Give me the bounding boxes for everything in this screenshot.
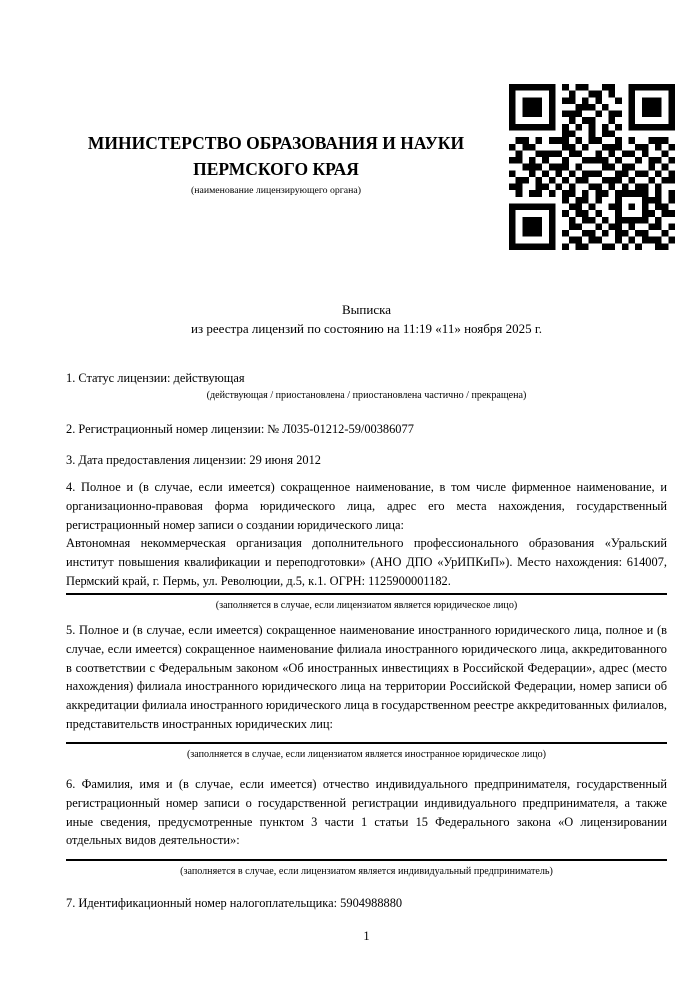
qr-code bbox=[509, 84, 675, 250]
legal-entity-rule bbox=[66, 593, 667, 595]
item-legal-entity bbox=[66, 478, 667, 612]
foreign-entity-rule bbox=[66, 742, 667, 744]
legal-entity-question: 4. Полное и (в случае, если имеется) сокращенное наименование, в том числе фирменное наименование, и организационно-правовая форма юридического лица, адрес его места нахождения, государственный регистрационный номер записи о создании юридического лица: bbox=[66, 480, 667, 532]
taxpayer-number-text: 7. Идентификационный номер налогоплательщика: 5904988880 bbox=[66, 896, 403, 910]
item-grant-date bbox=[66, 451, 667, 470]
authority-name-line1: МИНИСТЕРСТВО ОБРАЗОВАНИЯ И НАУКИ bbox=[87, 133, 465, 153]
grant-date-text: 3. Дата предоставления лицензии: 29 июня 2012 bbox=[66, 453, 322, 467]
item-taxpayer-number bbox=[66, 894, 667, 913]
registration-number-text: 2. Регистрационный номер лицензии: № Л035-01212-59/00386077 bbox=[66, 422, 414, 436]
title-line2: из реестра лицензий по состоянию на 11:19 «11» ноября 2025 г. bbox=[191, 320, 542, 336]
page-number: 1 bbox=[363, 929, 370, 943]
license-status-text: 1. Статус лицензии: действующая bbox=[66, 371, 245, 385]
item-individual-entrepreneur bbox=[66, 775, 667, 878]
item-license-status bbox=[66, 369, 667, 402]
individual-entrepreneur-caption: (заполняется в случае, если лицензиатом является индивидуальный предприниматель) bbox=[180, 866, 553, 878]
title-line1: Выписка bbox=[342, 302, 391, 317]
licensing-authority-header bbox=[56, 130, 496, 197]
foreign-entity-question: 5. Полное и (в случае, если имеется) сокращенное наименование иностранного юридического лица, полное и (в случае, если имеется) сокращенное наименование филиала иностранного юридического лица, аккредитованного в соответствии с Федеральным законом «Об иностранных инвестициях в Российской Федерации», адрес (место нахождения) филиала иностранного юридического лица на территории Российской Федерации, номер записи об аккредитации филиала иностранного юридического лица в государственном реестре аккредитованных филиалов, представительств иностранных юридических лиц: bbox=[66, 623, 667, 731]
individual-entrepreneur-question: 6. Фамилия, имя и (в случае, если имеется) отчество индивидуального предпринимателя, государственный регистрационный номер записи о государственной регистрации индивидуального предпринимателя, а также иные сведения, предусмотренные пунктом 3 части 1 статьи 15 Федерального закона «О лицензировании отдельных видов деятельности»: bbox=[66, 777, 667, 848]
license-status-caption: (действующая / приостановлена / приостановлена частично / прекращена) bbox=[206, 389, 527, 401]
item-registration-number bbox=[66, 420, 667, 439]
legal-entity-caption: (заполняется в случае, если лицензиатом является юридическое лицо) bbox=[215, 599, 518, 611]
document-title bbox=[66, 301, 667, 339]
authority-name-caption: (наименование лицензирующего органа) bbox=[190, 185, 361, 196]
individual-entrepreneur-rule bbox=[66, 859, 667, 861]
foreign-entity-caption: (заполняется в случае, если лицензиатом является иностранное юридическое лицо) bbox=[186, 748, 547, 760]
authority-name-line2: ПЕРМСКОГО КРАЯ bbox=[193, 159, 359, 179]
legal-entity-answer: Автономная некоммерческая организация дополнительного профессионального образования «Уральский институт повышения квалификации и переподготовки» (АНО ДПО «УрИПКиП»). Место нахождения: 614007, Пермский край, г. Пермь, ул. Революции, д.5, к.1. ОГРН: 1125900001182. bbox=[66, 536, 667, 588]
item-foreign-entity bbox=[66, 621, 667, 761]
